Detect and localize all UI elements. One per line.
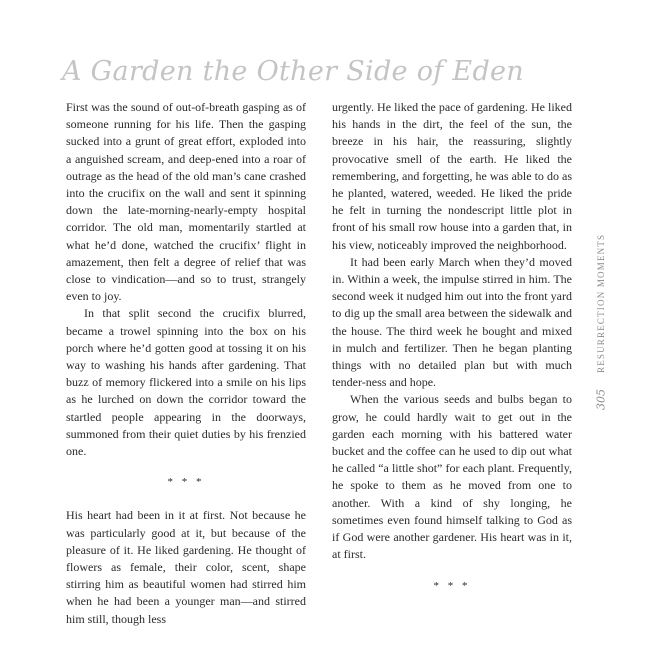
chapter-title: A Garden the Other Side of Eden <box>62 56 524 87</box>
left-text-column <box>66 99 306 628</box>
section-break: * * * <box>167 476 205 489</box>
paragraph: It had been early March when they’d moved in. Within a week, the impulse stirred in him. The second week it nudged him out into the front yard to dig up the small area between the sidewalk and the house. The third week he bought and mixed in mulch and fertilizer. Then he began planting things with no detailed plan but with much tender-ness and hope. <box>332 254 572 390</box>
running-head-section: RESURRECTION MOMENTS <box>596 233 606 373</box>
paragraph: In that split second the crucifix blurred, became a trowel spinning into the box on his porch where he’d gotten good at tossing it on his way to washing his hands after gardening. That buzz of memory flickered into a smile on his lips as he lurched on down the corridor toward the startled people appearing in the doorways, summoned from their quiet duties by his frenzied one. <box>66 306 306 459</box>
right-text-column <box>332 99 572 563</box>
running-head <box>594 233 608 410</box>
section-break: * * * <box>433 580 471 592</box>
paragraph: First was the sound of out-of-breath gasping as of someone running for his life. Then the gasping sucked into a grunt of great effort, exploded into a anguished scream, and deep-ened into a roar of outrage as the head of the old man’s cane crashed into the crucifix on the wall and sent it spinning down the late-morning-nearly-empty hospital corridor. The old man, momentarily startled at what he’d done, watched the crucifix’ flight in amazement, then felt a degree of relief that was close to vindication—and so to trust, strangely even to joy. <box>66 100 306 304</box>
paragraph: His heart had been in it at first. Not because he was particularly good at it, but because of the pleasure of it. He liked gardening. He thought of flowers as female, their color, scent, shape stirring him as beautiful women had stirred him when he had been a younger man—and stirred him still, though less <box>66 508 306 626</box>
paragraph: urgently. He liked the pace of gardening. He liked his hands in the dirt, the feel of the sun, the breeze in his hair, the reassuring, slightly provocative smell of the earth. He liked the remembering, and forgetting, he was able to do as he planted, watered, weeded. He liked the pride he felt in turning the nondescript little plot in front of his small row house into a garden that, in his view, noticeably improved the neighborhood. <box>332 100 572 252</box>
page-number: 305 <box>594 389 608 410</box>
paragraph: When the various seeds and bulbs began to grow, he could hardly wait to get out in the garden each morning with his battered water bucket and the coffee can he used to dip out what he called “a little shot” for each plant. Frequently, he spoke to them as he moved from one to another. With a kind of shy longing, he sometimes even found himself talking to God as if God were another gardener. His heart was in it, at first. <box>332 392 572 562</box>
